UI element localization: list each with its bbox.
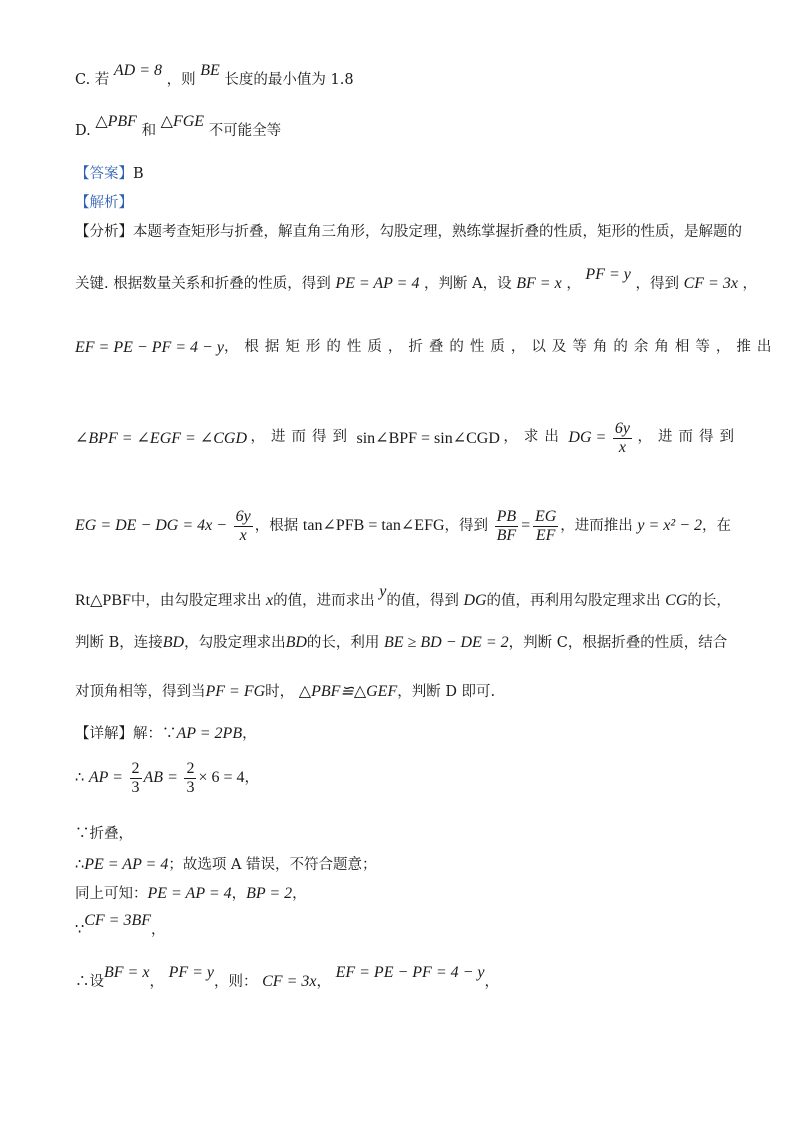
math-rt-pbf: Rt△PBF (75, 592, 131, 609)
frac-2-3 (130, 760, 142, 796)
frac-num: 2 (186, 760, 195, 777)
math-y: y (379, 583, 387, 600)
therefore-symbol: ∴ (75, 857, 85, 873)
text-d7i: ， (484, 974, 500, 990)
text-d6c: ， (151, 922, 166, 938)
math-cg: CG (665, 592, 688, 609)
math-pf-y: PF = y (585, 266, 631, 283)
frac-num: EG (534, 508, 557, 525)
math-bd-2: BD (285, 634, 307, 651)
frac-6y-x (613, 420, 632, 456)
text-8e: ，判断 D 即可. (397, 684, 496, 700)
frac-pb-bf (495, 508, 519, 544)
math-bf-x-2: BF = x (104, 964, 150, 981)
text-d7e: ，则： (214, 974, 258, 990)
text-d7g: ， (316, 974, 331, 990)
text-5d: ，得到 (444, 518, 489, 535)
detail-line-1 (75, 724, 740, 743)
frac-den: 3 (131, 778, 140, 796)
math-angles: ∠BPF = ∠EGF = ∠CGD (75, 429, 248, 447)
math-cf-3x-2: CF = 3x (262, 973, 317, 990)
frac-den: EF (535, 526, 556, 544)
answer-tag: 【答案】 (75, 166, 133, 182)
text-fold: ∵折叠， (75, 826, 133, 842)
math-triangle-pbf: △PBF (95, 113, 137, 130)
math-tan: tan∠PFB = tan∠EFG (302, 517, 445, 535)
text-6d: 的值，进而求出 (273, 593, 375, 609)
math-ad: AD = 8 (113, 62, 163, 79)
text-6b: 中，由勾股定理求出 (130, 593, 262, 609)
detail-line-7 (75, 964, 740, 991)
frac-2-3-b (184, 760, 196, 796)
answer-value: B (133, 166, 144, 182)
frac-num: PB (496, 508, 517, 525)
frac-6y-x-2 (234, 508, 253, 544)
text-d1c: ， (242, 726, 257, 742)
detail-line-6 (75, 912, 740, 939)
answer-line (75, 166, 740, 183)
text-7a: 判断 B，连接 (75, 635, 163, 651)
analysis-line-1 (75, 224, 740, 241)
math-ab: AB = (143, 769, 178, 787)
option-d (75, 113, 740, 140)
text-d5e: ， (292, 886, 307, 902)
analysis-line-8 (75, 682, 740, 701)
analysis-line-6 (75, 583, 740, 610)
math-x: x (266, 592, 274, 609)
therefore-symbol: ∴ (75, 770, 85, 787)
text-5b: ，根据 (254, 518, 299, 535)
text-d7a: ∴设 (75, 974, 104, 990)
math-y-x2: y = x² − 2 (637, 517, 702, 535)
text-2a: 关键. 根据数量关系和折叠的性质，得到 (75, 276, 331, 292)
text-6f: 的值，得到 (386, 593, 459, 609)
frac-num: 2 (131, 760, 140, 777)
math-pf-fg: PF = FG (205, 683, 266, 700)
text-4f: ，进而得到 (637, 429, 740, 446)
option-c-label: C. 若 (75, 72, 110, 88)
text-6j: 的长， (687, 593, 731, 609)
frac-den: BF (496, 526, 517, 544)
text-5g: ，在 (702, 518, 731, 535)
text-7c: ，勾股定理求出 (184, 635, 286, 651)
math-be: BE (200, 62, 220, 79)
text-d5a: 同上可知： (75, 886, 148, 902)
frac-den: 3 (186, 778, 195, 796)
analysis-tag-line (75, 195, 740, 212)
text-4d: ，求出 (503, 429, 565, 446)
analysis-line-7 (75, 633, 740, 652)
text-7g: ，判断 C，根据折叠的性质，结合 (508, 635, 728, 651)
math-dg: DG = (568, 429, 607, 447)
text-3b: ，根据矩形的性质，折叠的性质，以及等角的余角相等，推出 (223, 338, 778, 355)
math-pe-ap-4-b: PE = AP = 4 (147, 885, 232, 902)
text-then: ，则 (166, 72, 196, 88)
math-eq: = (520, 517, 531, 535)
text-2c: ，判断 A，设 (424, 276, 512, 292)
text-2i: ， (742, 276, 758, 292)
option-c-text: 长度的最小值为 1.8 (224, 72, 354, 88)
math-bp-2: BP = 2 (246, 885, 293, 902)
math-bf-x: BF = x (516, 275, 562, 292)
text-d5c: ， (231, 886, 247, 902)
math-times-6: × 6 = 4 (198, 769, 245, 787)
text-and: 和 (141, 123, 157, 139)
because-symbol: ∵ (75, 922, 85, 938)
analysis-line-2 (75, 266, 758, 293)
detail-line-3 (75, 826, 740, 843)
analysis-text-1: 【分析】本题考查矩形与折叠，解直角三角形，勾股定理，熟练掌握折叠的性质，矩形的性质，是解题的 (75, 224, 742, 240)
math-cf-3x: CF = 3x (683, 275, 738, 292)
frac-num: 6y (235, 508, 251, 525)
frac-den: x (239, 526, 247, 544)
text-d2f: ， (244, 770, 260, 787)
text-2g: ，得到 (635, 276, 679, 292)
analysis-line-5 (75, 508, 740, 544)
math-ap-2pb: AP = 2PB (176, 725, 243, 742)
math-triangle-fge: △FGE (160, 113, 205, 130)
option-d-text: 不可能全等 (208, 123, 282, 139)
detail-line-5 (75, 884, 740, 903)
analysis-line-3 (75, 338, 778, 357)
math-sin: sin∠BPF = sin∠CGD (356, 429, 500, 447)
text-8c: 时， (265, 684, 295, 700)
text-d4c: ；故选项 A 错误，不符合题意； (168, 857, 377, 873)
math-eg: EG = DE − DG = 4x − (75, 517, 228, 535)
math-cf-3bf: CF = 3BF (84, 912, 152, 929)
text-6h: 的值，再利用勾股定理求出 (486, 593, 661, 609)
text-d7c: ， (149, 974, 164, 990)
math-ef-2: EF = PE − PF = 4 − y (335, 964, 485, 981)
text-7e: 的长，利用 (306, 635, 380, 651)
option-c (75, 62, 740, 89)
frac-den: x (618, 438, 627, 456)
option-d-label: D. (75, 123, 91, 139)
math-pf-y-2: PF = y (168, 964, 215, 981)
math-congruent: △PBF≌△GEF (298, 683, 398, 700)
math-pe-ap-4: PE = AP = 4 (84, 856, 169, 873)
math-ap: AP = (88, 769, 123, 787)
text-5e: ，进而推出 (560, 518, 633, 535)
math-dg-2: DG (463, 592, 487, 609)
text-8a: 对顶角相等，得到当 (75, 684, 206, 700)
math-bd: BD (162, 634, 185, 651)
analysis-tag: 【解析】 (75, 195, 133, 211)
analysis-line-4 (75, 420, 740, 456)
math-be-ineq: BE ≥ BD − DE = 2 (384, 634, 509, 651)
detail-line-4 (75, 855, 740, 874)
math-pe-ap: PE = AP = 4 (335, 275, 420, 292)
text-4b: ，进而得到 (250, 429, 353, 446)
detail-tag: 【详解】解：∵ (75, 726, 177, 742)
math-ef: EF = PE − PF = 4 − y (75, 339, 224, 356)
frac-num: 6y (614, 420, 631, 437)
text-2e: ， (566, 276, 581, 292)
frac-eg-ef (533, 508, 558, 544)
detail-line-2 (75, 760, 740, 796)
